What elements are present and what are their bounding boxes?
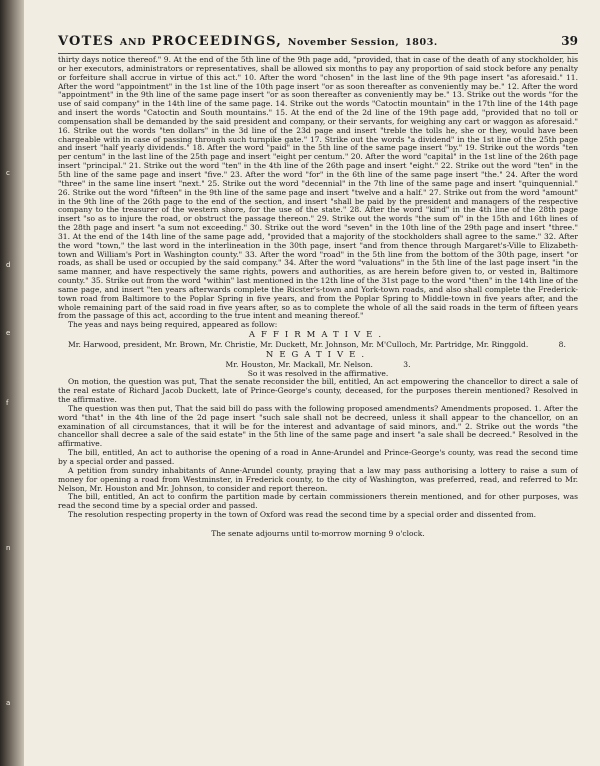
amendments-paragraph: thirty days notice thereof." 9. At the end of the 5th line of the 9th page add, "provided, that in case of the death of any stockholder, his or her executors, administrators or representatives, shall be allowed six months to pay any proportion of said stock before any penalty or forfeiture shall accrue in virtue of this act." 10. After the word "chosen" in the last line of the 9th page insert "as aforesaid." 11. After the word "appointment" in the 1st line of the 10th page insert "or as soon thereafter as conveniently may be." 12. After the word "appointment" in the 9th line of the same page insert "or as soon thereafter as conveniently may be." 13. Strike out the words "for the use of said company" in the 14th line of the same page. 14. Strike out the words "Catoctin mountain" in the 17th line of the 14th page and insert the words "Catoctin and South mountains." 15. At the end of the 2d line of the 19th page add, "provided that no toll or compensation shall be demanded by the said president and company, or their servants, for weighing any cart or waggon as aforesaid." 16. Strike out the words "ten dollars" in the 3d line of the 23d page and insert "treble the tolls he, she or they, would have been chargeable with in case of passing through such turnpike gate." 17. Strike out the words "a dividend" in the 1st line of the 25th page and insert "half yearly dividends." 18. After the word "paid" in the 5th line of the same page insert "by." 19. Strike out the words "ten per centum" in the last line of the 25th page and insert "eight per centum." 20. After the word "capital" in the 1st line of the 26th page insert "principal." 21. Strike out the word "ten" in the 4th line of the 26th page and insert "eight." 22. Strike out the word "ten" in the 5th line of the same page and insert "five." 23. After the word "for" in the 6th line of the same page insert "the." 24. After the word "three" in the same line insert "next." 25. Strike out the word "decennial" in the 7th line of the same page and insert "quinquennial." 26. Strike out the word "fifteen" in the 9th line of the same page and insert "twelve and a half." 27. Strike out from the word "amount" in the 9th line of the 26th page to the end of the section, and insert "shall be paid by the president and managers of the respective company to the treasurer of the western shore, for the use of the state." 28. After the word "kind" in the 4th line of the 28th page insert "so as to injure the road, or obstruct the passage thereon." 29. Strike out the words "the sum of" in the 15th and 16th lines of the 28th page and insert "a sum not exceeding." 30. Strike out the word "seven" in the 10th line of the 29th page and insert "three." 31. At the end of the 14th line of the same page add, "provided that a majority of the stockholders shall agree to the same." 32. After the word "town," the last word in the interlineation in the 30th page, insert "and from thence through Margaret's-Ville to Elizabeth-town and William's Port in Washington county." 33. After the word "road" in the 5th line from the bottom of the 30th page, insert "or roads, as shall be used or occupied by the said company." 34. After the word "valuations" in the 5th line of the last page insert "in the same manner, and have respectively the same rights, powers and authorities, as are herein before given to, or vested in, Baltimore county." 35. Strike out from the word "within" last mentioned in the 12th line of the 31st page to the word "then" in the 14th line of the same page, and insert "ten years afterwards complete the Ricster's-town and York-town roads, and also shall complete the Frederick-town road from Baltimore to the Poplar Spring in five years, and from the Poplar Spring to Middle-town in five years after, and the whole remaining part of the said road in five years after, so as to complete the whole of all the said roads in the term of fifteen years from the passage of this act, according to the true intent and meaning thereof.": [58, 56, 578, 321]
negative-heading: NEGATIVE.: [265, 349, 371, 360]
gutter-mark: e: [6, 329, 11, 337]
affirmative-names-text: Mr. Harwood, president, Mr. Brown, Mr. Christie, Mr. Duckett, Mr. Johnson, Mr. M'Culloch, Mr. Partridge, Mr. Ringgold.: [68, 340, 529, 349]
header-session: November Session,: [287, 37, 400, 48]
negative-names-text: Mr. Houston, Mr. Mackall, Mr. Nelson.: [225, 359, 373, 369]
affirmative-heading: AFFIRMATIVE.: [248, 330, 388, 341]
petition-paragraph: A petition from sundry inhabitants of Anne-Arundel county, praying that a law may pass authorising a lottery to raise a sum of money for opening a road from Westminster, in Frederick county, to the city of Washington, was preferred, read, and referred to Mr. Nelson, Mr. Houston and Mr. Johnson, to consider and report thereon.: [58, 465, 578, 493]
affirmative-names: [58, 341, 578, 350]
road-bill-paragraph: The bill, entitled, An act to authorise the opening of a road in Anne-Arundel and Prince-George's county, was read the second time by a special order and passed.: [58, 448, 578, 466]
gutter-mark: f: [6, 399, 9, 407]
document-body: [58, 56, 578, 746]
gutter-mark: d: [6, 261, 11, 269]
amendments-proposed-paragraph: The question was then put, That the said bill do pass with the following proposed amendments? Amendments proposed. 1. After the word "that" in the 4th line of the 2d page insert "such sale shall not be decreed, unless it shall appear to the chancellor, on an examination of all circumstances, that it will be for the interest and advantage of said minors, and." 2. Strike out the words "the chancellor shall decree a sale of the said estate" in the 5th line of the same page and insert "a sale shall be decreed." Resolved in the affirmative.: [58, 403, 578, 449]
running-header: [58, 34, 578, 52]
partition-bill-paragraph: The bill, entitled, An act to confirm the partition made by certain commissioners therein mentioned, and for other purposes, was read the second time by a special order and passed.: [58, 492, 578, 511]
header-rule: [58, 53, 578, 54]
affirmative-count: 8.: [558, 340, 566, 349]
header-title: [58, 34, 438, 49]
yeas-nays-line: The yeas and nays being required, appeared as follow:: [68, 320, 278, 330]
oxford-resolution-paragraph: The resolution respecting property in the town of Oxford was read the second time by a special order and dissented from.: [68, 510, 537, 520]
resolved-line: So it was resolved in the affirmative.: [247, 368, 389, 378]
gutter-mark: a: [6, 699, 11, 707]
reconsider-paragraph: On motion, the question was put, That the senate reconsider the bill, entitled, An act empowering the chancellor to direct a sale of the real estate of Richard Jacob Duckett, late of Prince-George's county, deceased, for the purposes therein mentioned? Resolved in the affirmative.: [58, 377, 578, 405]
gutter-mark: n: [6, 544, 11, 552]
header-title-and: AND: [119, 37, 146, 48]
header-title-votes: VOTES: [58, 34, 115, 49]
gutter-mark: c: [6, 169, 10, 177]
header-year: 1803.: [405, 37, 438, 48]
adjourn-line: The senate adjourns until to-morrow morning 9 o'clock.: [211, 528, 425, 538]
negative-count: 3.: [403, 359, 411, 369]
page-number: 39: [561, 34, 578, 48]
binding-gutter: [0, 0, 24, 766]
header-title-proceedings: PROCEEDINGS,: [151, 34, 282, 49]
